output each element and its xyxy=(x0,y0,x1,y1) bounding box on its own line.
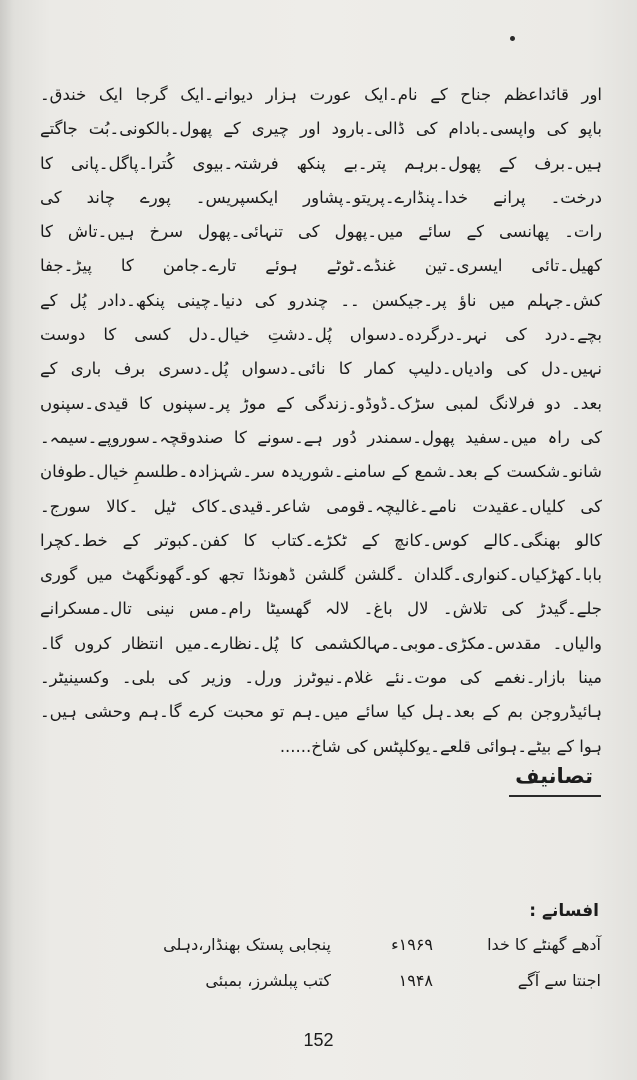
publication-year: ۱۹۴۸ xyxy=(398,971,433,990)
book-title: اجنتا سے آگے xyxy=(517,971,601,990)
story-list-paragraph xyxy=(40,78,602,764)
book-title: آدھے گھنٹے کا خدا xyxy=(487,935,601,954)
text-line: جلے۔گیدڑ کی تلاش۔ لال باغ۔ لالہ گھسیٹا رام۔مس نینی تال۔مسکرانے xyxy=(40,599,602,619)
subsection-heading: افسانے : xyxy=(529,901,599,921)
text-line: کی کلیاں۔عقیدت نامے۔غالیچہ۔قومی شاعر۔قیدی۔کاک ٹیل ۔کالا سورج۔ xyxy=(40,496,602,516)
text-line: باپو کی واپسی۔بادام کی ڈالی۔بارود اور چیری کے پھول۔بالکونی۔بُت جاگتے xyxy=(40,119,602,139)
text-line: والیاں۔ مقدس۔مکڑی۔موبی۔مہالکشمی کا پُل۔نظارے۔میں انتظار کروں گا۔ xyxy=(40,633,602,653)
text-line: ہیں۔برف کے پھول۔برہم پتر۔بے پنکھ فرشتہ۔بیوی کُترا۔پاگل۔پانی کا xyxy=(40,153,602,173)
publisher: کتب پبلشرز، بمبئی xyxy=(205,971,331,990)
publisher: پنجابی پستک بھنڈار،دہلی xyxy=(163,935,331,954)
text-line: کالو بھنگی۔کالے کوس۔کانچ کے ٹکڑے۔کتاب کا کفن۔کبوتر کے خط۔کچرا xyxy=(40,530,602,550)
page-spine-shadow xyxy=(0,0,14,1080)
text-line: ہوا کے بیٹے۔ہوائی قلعے۔یوکلپٹس کی شاخ...... xyxy=(279,736,602,756)
heading-underline xyxy=(509,795,601,797)
page-number: 152 xyxy=(303,1030,334,1050)
text-line: رات۔ پھانسی کے سائے میں۔پھول کی تنہائی۔پھول سرخ ہیں۔تاش کا xyxy=(40,222,602,242)
text-line: کش۔جہلم میں ناؤ پر۔جیکسن ۔۔ چندرو کی دنیا۔چینی پنکھ۔دادر پُل کے xyxy=(40,290,602,310)
text-line: اور قائداعظم جناح کے نام۔ایک عورت ہزار دیوانے۔ایک گرجا ایک خندق۔ xyxy=(40,85,602,104)
text-line: بابا۔کھڑکیاں۔کنواری۔گلدان ۔گلشن گلشن ڈھونڈا تجھ کو۔گھونگھٹ میں گوری xyxy=(40,565,602,585)
text-line: کی راہ میں۔سفید پھول۔سمندر دُور ہے۔سونے کا صندوقچہ۔سوروپے۔سیمہ۔ xyxy=(40,427,602,447)
text-line: بعد۔ دو فرلانگ لمبی سڑک۔ڈوڈو۔زندگی کے موڑ پر۔سپنوں کا قیدی۔سپنوں xyxy=(40,393,602,413)
text-line: شانو۔شکست کے بعد۔شمع کے سامنے۔شوریدہ سر۔شہزادہ۔طلسمِ خیال۔طوفان xyxy=(40,462,602,482)
ink-dot xyxy=(510,36,515,41)
text-line: درخت۔ پرانے خدا۔پنڈارے۔پریتو۔پشاور ایکسپریس۔ پورے چاند کی xyxy=(40,187,602,207)
bibliography-entry xyxy=(81,928,601,962)
bibliography-entry xyxy=(81,964,601,998)
text-line: ہائیڈروجن بم کے بعد۔ہل کیا سائے میں۔ہم تو محبت کرے گا۔ہم وحشی ہیں۔ xyxy=(40,702,602,722)
publication-year: ۱۹۶۹ء xyxy=(391,935,433,954)
text-line: کھیل۔تائی ایسری۔تین غنڈے۔ٹوٹے ہوئے تارے۔جامن کا پیڑ۔جفا xyxy=(40,256,602,276)
text-line: نہیں۔دل کی وادیاں۔دلیپ کمار کا نائی۔دسواں پُل۔دسری برف باری کے xyxy=(40,359,602,379)
text-line: مینا بازار۔نغمے کی موت۔نئے غلام۔نیوٹرز ورل۔ وزیر کی بلی۔ وکسینیٹر۔ xyxy=(40,668,602,688)
text-line: بچے۔درد کی نہر۔درگرده۔دسواں پُل۔دشتِ خیال۔دل کسی کا دوست xyxy=(40,325,602,345)
section-heading: تصانیف xyxy=(515,764,593,788)
